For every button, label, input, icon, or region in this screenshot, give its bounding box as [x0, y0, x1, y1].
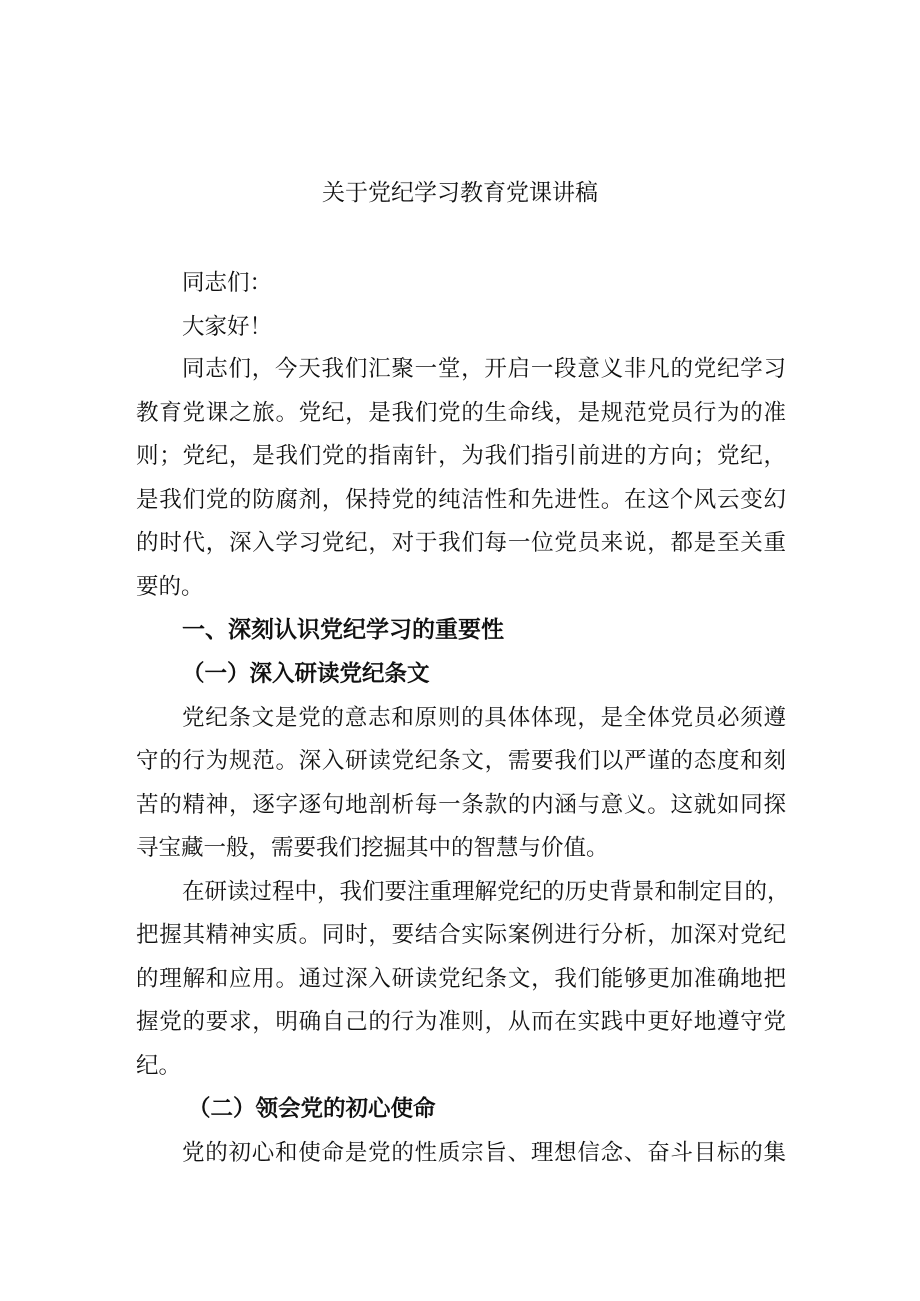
- greeting: 同志们：: [182, 270, 273, 296]
- paragraph-line: 握党的要求，明确自己的行为准则，从而在实践中更好地遵守党: [136, 1009, 786, 1035]
- paragraph-line: 把握其精神实质。同时，要结合实际案例进行分析，加深对党纪: [136, 922, 786, 948]
- paragraph-line: 党的初心和使命是党的性质宗旨、理想信念、奋斗目标的集: [182, 1140, 786, 1166]
- paragraph-line: 守的行为规范。深入研读党纪条文，需要我们以严谨的态度和刻: [136, 748, 786, 774]
- paragraph-line: 在研读过程中，我们要注重理解党纪的历史背景和制定目的，: [182, 879, 790, 905]
- paragraph-line: 则；党纪，是我们党的指南针，为我们指引前进的方向；党纪，: [136, 443, 786, 469]
- subsection-heading-1: （一）深入研读党纪条文: [182, 661, 430, 687]
- paragraph-line: 同志们，今天我们汇聚一堂，开启一段意义非凡的党纪学习: [182, 356, 786, 382]
- hello: 大家好！: [182, 314, 273, 340]
- paragraph-line: 的理解和应用。通过深入研读党纪条文，我们能够更加准确地把: [136, 966, 786, 992]
- document-title: 关于党纪学习教育党课讲稿: [322, 180, 598, 206]
- paragraph-line: 的时代，深入学习党纪，对于我们每一位党员来说，都是至关重: [136, 530, 786, 556]
- paragraph-line: 苦的精神，逐字逐句地剖析每一条款的内涵与意义。这就如同探: [136, 792, 786, 818]
- subsection-heading-2: （二）领会党的初心使命: [188, 1096, 436, 1122]
- paragraph-line: 教育党课之旅。党纪，是我们党的生命线，是规范党员行为的准: [136, 400, 786, 426]
- paragraph-line: 纪。: [136, 1053, 182, 1079]
- paragraph-line: 是我们党的防腐剂，保持党的纯洁性和先进性。在这个风云变幻: [136, 487, 786, 513]
- paragraph-line: 要的。: [136, 574, 204, 600]
- paragraph-line: 党纪条文是党的意志和原则的具体体现，是全体党员必须遵: [182, 705, 786, 731]
- section-heading-1: 一、深刻认识党纪学习的重要性: [182, 617, 504, 643]
- paragraph-line: 寻宝藏一般，需要我们挖掘其中的智慧与价值。: [136, 835, 609, 861]
